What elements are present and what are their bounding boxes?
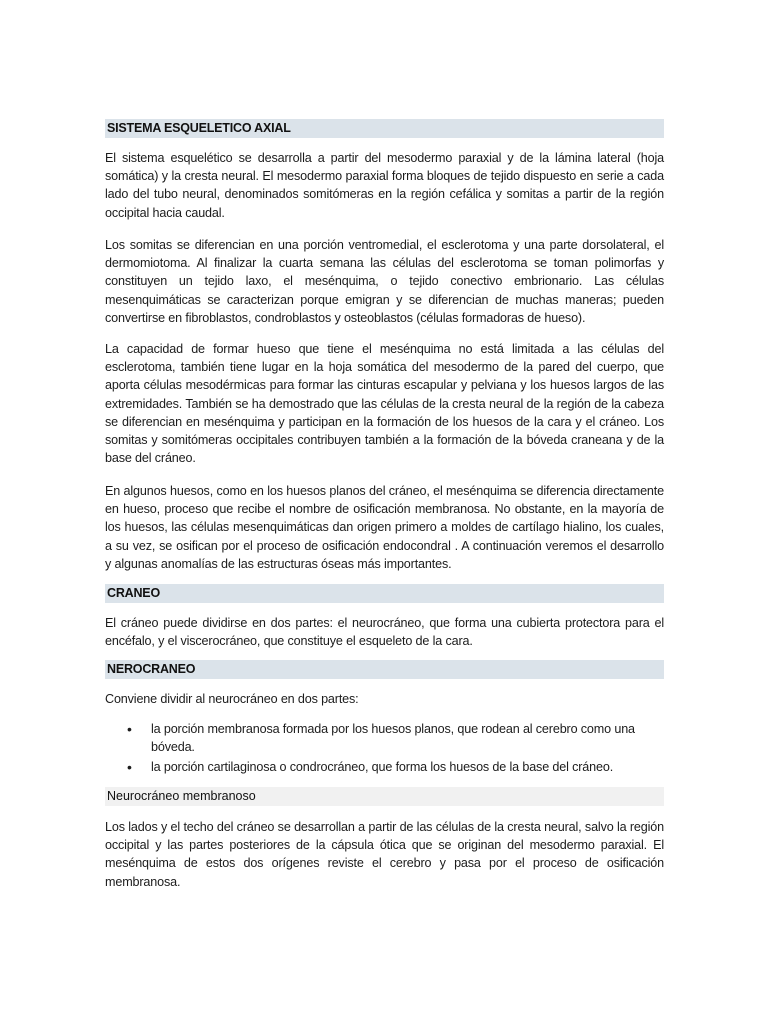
section-heading-sistema-esqueletico-axial: SISTEMA ESQUELETICO AXIAL [105,119,664,138]
paragraph-craneo: El cráneo puede dividirse en dos partes: el neurocráneo, que forma una cubierta protectora para el encéfalo, y el viscerocráneo, que constituye el esqueleto de la cara. [105,616,664,649]
list-item: • la porción membranosa formada por los huesos planos, que rodean al cerebro como una bóveda. [105,720,664,756]
list-item: • la porción cartilaginosa o condrocráneo, que forma los huesos de la base del cráneo. [105,758,664,776]
paragraph-nerocraneo-intro: Conviene dividir al neurocráneo en dos partes: [105,692,359,706]
section-heading-neurocraneo-membranoso: Neurocráneo membranoso [105,787,664,806]
bullet-list-neurocraneo [105,720,664,779]
paragraph-sistema-esqueletico-1: El sistema esquelético se desarrolla a partir del mesodermo paraxial y de la lámina lateral (hoja somática) y la cresta neural. El mesodermo paraxial forma bloques de tejido dispuesto en serie a cada lado del tubo neural, denominados somitómeras en la región cefálica y somitas a partir de la región occipital hacia caudal. [105,151,664,220]
paragraph-neurocraneo-membranoso: Los lados y el techo del cráneo se desarrollan a partir de las células de la cresta neural, salvo la región occipital y las partes posteriores de la cápsula ótica que se originan del mesodermo paraxial. El mesénquima de estos dos orígenes reviste el cerebro y pasa por el proceso de osificación membranosa. [105,820,664,889]
paragraph-capacidad-hueso-3: La capacidad de formar hueso que tiene el mesénquima no está limitada a las células del esclerotoma, también tiene lugar en la hoja somática del mesodermo de la pared del cuerpo, que aporta células mesodérmicas para formar las cinturas escapular y pelviana y los huesos largos de las extremidades. También se ha demostrado que las células de la cresta neural de la región de la cabeza se diferencian en mesénquima y participan en la formación de los huesos de la cara y el cráneo. Los somitas y somitómeras occipitales contribuyen también a la formación de la bóveda craneana y de la base del cráneo. [105,342,664,466]
section-heading-nerocraneo: NEROCRANEO [105,660,664,679]
section-heading-craneo: CRANEO [105,584,664,603]
paragraph-somitas-2: Los somitas se diferencian en una porción ventromedial, el esclerotoma y una parte dorsolateral, el dermomiotoma. Al finalizar la cuarta semana las células del esclerotoma se toman polimorfas y constituyen un tejido laxo, el mesénquima, o tejido conectivo embrionario. Las células mesenquimáticas se caracterizan porque emigran y se diferencian de muchas maneras; pueden convertirse en fibroblastos, condroblastos y osteoblastos (células formadoras de hueso). [105,238,664,325]
paragraph-osificacion-4: En algunos huesos, como en los huesos planos del cráneo, el mesénquima se diferencia directamente en hueso, proceso que recibe el nombre de osificación membranosa. No obstante, en la mayoría de los huesos, las células mesenquimáticas dan origen primero a moldes de cartílago hialino, los cuales, a su vez, se osifican por el proceso de osificación endocondral . A continuación veremos el desarrollo y algunas anomalías de las estructuras óseas más importantes. [105,484,664,571]
